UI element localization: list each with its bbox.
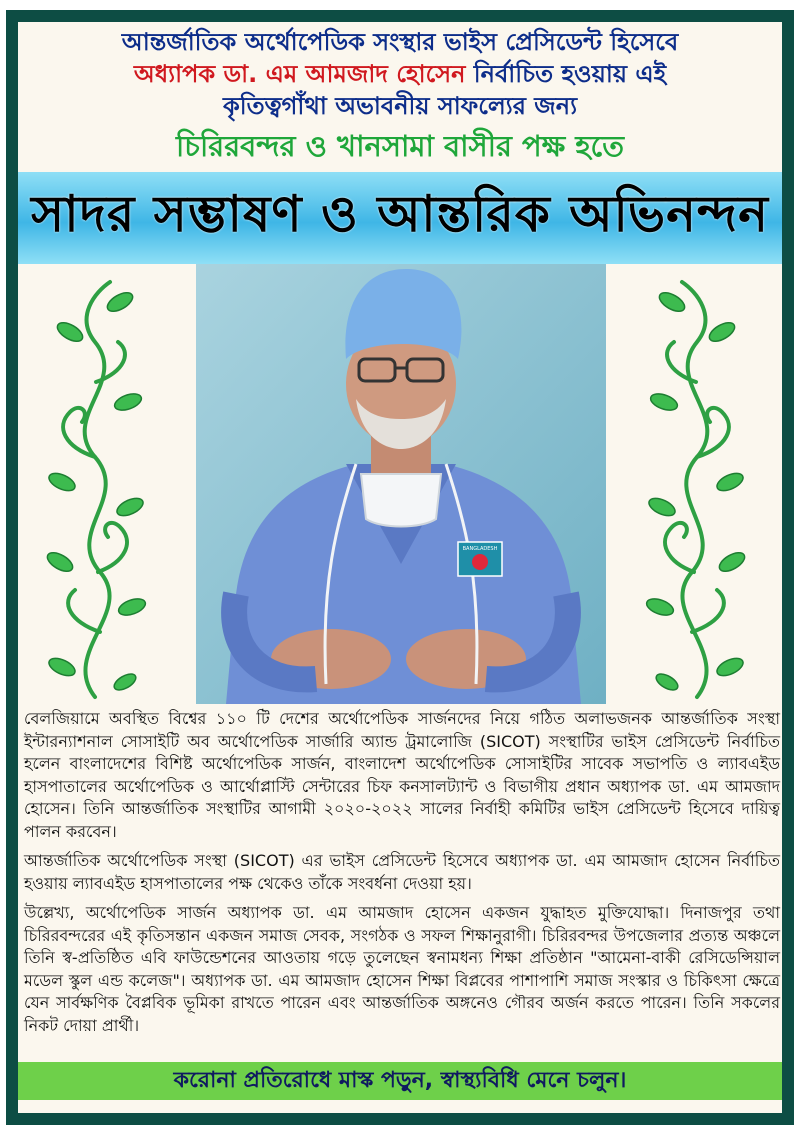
right-vine-ornament [642,272,752,702]
greeting-banner [18,172,782,264]
body-text [24,708,780,1044]
subheader: চিরিরবন্দর ও খানসামা বাসীর পক্ষ হতে [176,129,624,163]
paragraph-1: বেলজিয়ামে অবস্থিত বিশ্বের ১১০ টি দেশের অর্থোপেডিক সার্জনদের নিয়ে গঠিত অলাভজনক আন্তর্জাতিক সংস্থা ইন্টারন্যাশনাল সোসাইটি অব অর্থোপেডিক সার্জারি অ্যান্ড ট্রমালোজি (SICOT) সংস্থাটির ভাইস প্রেসিডেন্ট নির্বাচিত হলেন বাংলাদেশের বিশিষ্ট অর্থোপেডিক সার্জন, বাংলাদেশ অর্থোপেডিক সোসাইটির সাবেক সভাপতি ও ল্যাবএইড হাসপাতালের অর্থোপেডিক ও আর্থোপ্লাস্টি সেন্টারের চিফ কনসালট্যান্ট ও বিভাগীয় প্রধান অধ্যাপক ডা. এম আমজাদ হোসেন। তিনি আন্তর্জাতিক সংস্থাটির আগামী ২০২০-২০২২ সালের নির্বাহী কমিটির ভাইস প্রেসিডেন্ট হিসেবে দায়িত্ব পালন করবেন। [24,709,780,841]
header-line-1: আন্তর্জাতিক অর্থোপেডিক সংস্থার ভাইস প্রেসিডেন্ট হিসেবে [121,28,679,56]
header-line-2 [20,58,780,90]
banner-title: সাদর সম্ভাষণ ও আন্তরিক অভিনন্দন [31,184,769,243]
left-vine-ornament [40,272,150,702]
surgeon-portrait-illustration [196,264,606,704]
footer-slogan: করোনা প্রতিরোধে মাস্ক পড়ুন, স্বাস্থ্যবিধি মেনে চলুন। [173,1067,627,1093]
header [20,26,780,164]
badge-text: BANGLADESH [462,546,498,552]
portrait-photo [196,264,606,704]
header-line-2-suffix: নির্বাচিত হওয়ায় এই [465,60,667,88]
header-line-3: কৃতিত্বগাঁথা অভাবনীয় সাফল্যের জন্য [222,92,578,120]
paragraph-3: উল্লেখ্য, অর্থোপেডিক সার্জন অধ্যাপক ডা. এম আমজাদ হোসেন একজন যুদ্ধাহত মুক্তিযোদ্ধা। দিনাজপুর তথা চিরিরবন্দরের এই কৃতিসন্তান একজন সমাজ সেবক, সংগঠক ও সফল শিক্ষানুরাগী। চিরিরবন্দর উপজেলার প্রত্যন্ত অঞ্চলে তিনি স্ব-প্রতিষ্ঠিত এবি ফাউন্ডেশনের আওতায় গড়ে তুলেছেন স্বনামধন্য শিক্ষা প্রতিষ্ঠান "আমেনা-বাকী রেসিডেন্সিয়াল মডেল স্কুল এন্ড কলেজ"। অধ্যাপক ডা. এম আমজাদ হোসেন শিক্ষা বিপ্লবের পাশাপাশি সমাজ সংস্কার ও চিকিৎসা ক্ষেত্রে যেন সার্বক্ষণিক বৈপ্লবিক ভূমিকা রাখতে পারেন এবং আন্তর্জাতিক অঙ্গনেও গৌরব অর্জন করতে পারেন। তিনি সকলের নিকট দোয়া প্রার্থী। [24,903,780,1035]
footer-strip [18,1062,782,1100]
honoree-name: অধ্যাপক ডা. এম আমজাদ হোসেন [133,60,466,88]
paragraph-2: আন্তর্জাতিক অর্থোপেডিক সংস্থা (SICOT) এর ভাইস প্রেসিডেন্ট হিসেবে অধ্যাপক ডা. এম আমজাদ হোসেন নির্বাচিত হওয়ায় ল্যাবএইড হাসপাতালের পক্ষ থেকেও তাঁকে সংবর্ধনা দেওয়া হয়। [24,851,780,893]
